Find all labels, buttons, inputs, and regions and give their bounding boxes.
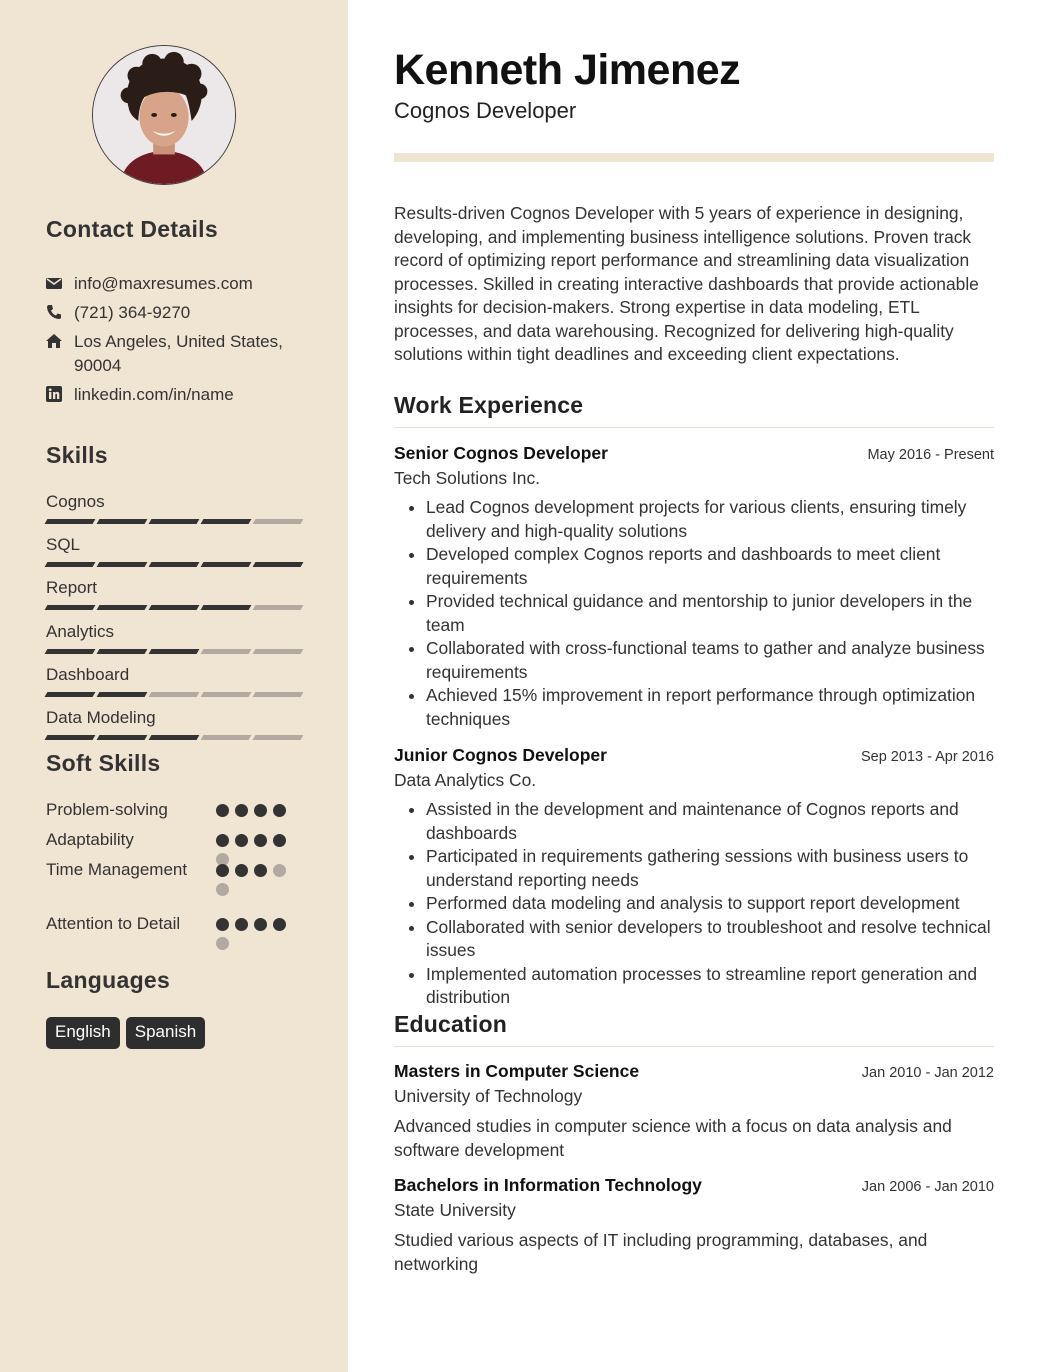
degree-title: Bachelors in Information Technology — [394, 1175, 702, 1195]
phone-text[interactable]: (721) 364-9270 — [74, 303, 191, 322]
languages-heading: Languages — [46, 967, 171, 993]
skill-level-bar — [46, 562, 302, 567]
job-title: Senior Cognos Developer — [394, 443, 608, 463]
skill-level-segment — [253, 692, 304, 697]
skill-level-segment — [45, 605, 96, 610]
candidate-name: Kenneth Jimenez — [394, 46, 741, 94]
skill-level-segment — [253, 649, 304, 654]
skill-level-bar — [46, 649, 302, 654]
contact-list — [46, 272, 316, 412]
skill-level-segment — [149, 519, 200, 524]
soft-skill-item — [46, 858, 306, 912]
skill-level-segment — [45, 735, 96, 740]
education-date: Jan 2006 - Jan 2010 — [861, 1179, 994, 1195]
rating-dot — [235, 834, 248, 847]
soft-skills-list — [46, 798, 306, 966]
skill-item — [46, 533, 302, 576]
rating-dot — [216, 918, 229, 931]
skill-level-segment — [45, 562, 96, 567]
job-bullet: • Collaborated with senior developers to troubleshoot and resolve technical issues — [426, 916, 994, 963]
skill-name: Dashboard — [46, 664, 130, 684]
soft-skill-item — [46, 828, 306, 858]
envelope-icon — [46, 272, 74, 291]
languages-list — [46, 1017, 205, 1049]
job-company: Data Analytics Co. — [394, 770, 537, 790]
soft-skill-rating — [216, 804, 294, 817]
rating-dot — [254, 804, 267, 817]
job-bullet: • Developed complex Cognos reports and dashboards to meet client requirements — [426, 543, 994, 590]
job-bullets — [394, 798, 994, 1010]
email-text[interactable]: info@maxresumes.com — [74, 274, 253, 293]
skill-name: Cognos — [46, 492, 105, 511]
skill-level-segment — [149, 562, 200, 567]
skill-level-segment — [97, 519, 148, 524]
job-date: Sep 2013 - Apr 2016 — [860, 749, 994, 765]
job-bullet: • Lead Cognos development projects for various clients, ensuring timely delivery and high-quality solutions — [426, 496, 994, 543]
skill-name: Analytics — [46, 621, 115, 641]
skill-level-bar — [46, 735, 302, 740]
contact-phone — [46, 301, 316, 325]
soft-skills-heading: Soft Skills — [46, 750, 161, 776]
skill-level-segment — [253, 605, 304, 610]
education-date: Jan 2010 - Jan 2012 — [861, 1065, 994, 1081]
rating-dot — [235, 918, 248, 931]
soft-skill-name: Time Management — [46, 860, 188, 879]
rating-dot — [273, 834, 286, 847]
education-desc: Studied various aspects of IT including programming, databases, and networking — [394, 1230, 928, 1274]
rating-dot — [216, 937, 229, 950]
job-date: May 2016 - Present — [867, 447, 994, 463]
education-entry — [394, 1059, 994, 1162]
experience-heading: Work Experience — [394, 392, 994, 428]
job-title: Junior Cognos Developer — [394, 745, 607, 765]
job-entry — [394, 743, 994, 1010]
contact-address — [46, 330, 316, 378]
job-bullet: • Implemented automation processes to streamline report generation and distribution — [426, 963, 994, 1010]
skill-level-bar — [46, 519, 302, 524]
skill-level-segment — [253, 735, 304, 740]
skill-level-segment — [201, 649, 252, 654]
education-desc: Advanced studies in computer science with a focus on data analysis and software development — [394, 1116, 952, 1160]
skill-item — [46, 663, 302, 706]
rating-dot — [273, 804, 286, 817]
rating-dot — [254, 834, 267, 847]
skill-level-segment — [253, 562, 304, 567]
job-bullet: • Provided technical guidance and mentorship to junior developers in the team — [426, 590, 994, 637]
skill-item — [46, 706, 302, 749]
education-entry — [394, 1173, 994, 1276]
job-bullet: • Collaborated with cross-functional teams to gather and analyze business requirements — [426, 637, 994, 684]
rating-dot — [235, 804, 248, 817]
skills-heading: Skills — [46, 442, 108, 468]
contact-email — [46, 272, 316, 296]
job-bullets — [394, 496, 994, 731]
rating-dot — [235, 864, 248, 877]
contact-linkedin — [46, 383, 316, 407]
job-entry — [394, 441, 994, 731]
address-text: Los Angeles, United States, 90004 — [74, 332, 283, 375]
skills-list — [46, 490, 302, 749]
skill-name: Report — [46, 578, 98, 598]
skill-level-segment — [149, 735, 200, 740]
skill-level-segment — [97, 649, 148, 654]
rating-dot — [216, 804, 229, 817]
soft-skill-rating — [216, 918, 294, 950]
linkedin-text[interactable]: linkedin.com/in/name — [74, 385, 234, 404]
skill-level-segment — [149, 649, 200, 654]
skill-level-segment — [149, 605, 200, 610]
phone-icon — [46, 301, 74, 320]
skill-level-segment — [97, 735, 148, 740]
summary: Results-driven Cognos Developer with 5 years of experience in designing, developing, and implementing business intelligence solutions. Proven track record of optimizing report performance and streamlining data visualization processes. Skilled in creating interactive dashboards that provide actionable insights for decision-makers. Strong expertise in data modeling, ETL processes, and data warehousing. Recognized for delivering high-quality solutions within tight deadlines and exceeding client expectations. — [394, 203, 979, 364]
rating-dot — [273, 864, 286, 877]
linkedin-icon — [46, 383, 74, 402]
home-icon — [46, 330, 74, 349]
contact-heading: Contact Details — [46, 216, 218, 242]
soft-skill-rating — [216, 864, 294, 896]
school-name: University of Technology — [394, 1086, 583, 1106]
skill-name: Data Modeling — [46, 707, 156, 727]
rating-dot — [273, 918, 286, 931]
job-bullet: • Participated in requirements gathering sessions with business users to understand reporting needs — [426, 845, 994, 892]
soft-skill-name: Problem-solving — [46, 800, 168, 819]
soft-skill-name: Adaptability — [46, 830, 134, 849]
skill-level-segment — [201, 692, 252, 697]
soft-skill-name: Attention to Detail — [46, 914, 181, 933]
profile-photo — [93, 46, 235, 184]
avatar — [92, 45, 236, 185]
candidate-role: Cognos Developer — [394, 98, 577, 123]
skill-item — [46, 490, 302, 533]
skill-level-segment — [97, 605, 148, 610]
job-bullet: • Assisted in the development and maintenance of Cognos reports and dashboards — [426, 798, 994, 845]
language-badge: English — [46, 1017, 120, 1049]
skill-name: SQL — [46, 535, 81, 555]
soft-skill-item — [46, 912, 306, 966]
education-heading: Education — [394, 1011, 994, 1047]
skill-level-segment — [201, 562, 252, 567]
skill-level-segment — [45, 692, 96, 697]
skill-level-segment — [201, 605, 252, 610]
soft-skill-item — [46, 798, 306, 828]
skill-level-segment — [201, 519, 252, 524]
job-bullet: • Performed data modeling and analysis to support report development — [426, 892, 994, 916]
skill-level-segment — [201, 735, 252, 740]
rating-dot — [216, 883, 229, 896]
skill-item — [46, 620, 302, 663]
header-divider — [394, 153, 994, 162]
school-name: State University — [394, 1200, 516, 1220]
job-bullet: • Achieved 15% improvement in report performance through optimization techniques — [426, 684, 994, 731]
skill-level-bar — [46, 692, 302, 697]
sidebar — [0, 0, 348, 1372]
rating-dot — [254, 864, 267, 877]
skill-level-segment — [97, 692, 148, 697]
degree-title: Masters in Computer Science — [394, 1061, 640, 1081]
rating-dot — [216, 834, 229, 847]
skill-level-bar — [46, 605, 302, 610]
skill-level-segment — [253, 519, 304, 524]
job-company: Tech Solutions Inc. — [394, 468, 540, 488]
skill-level-segment — [149, 692, 200, 697]
rating-dot — [254, 918, 267, 931]
skill-item — [46, 576, 302, 619]
skill-level-segment — [45, 519, 96, 524]
skill-level-segment — [97, 562, 148, 567]
language-badge: Spanish — [126, 1017, 205, 1049]
skill-level-segment — [45, 649, 96, 654]
rating-dot — [216, 864, 229, 877]
